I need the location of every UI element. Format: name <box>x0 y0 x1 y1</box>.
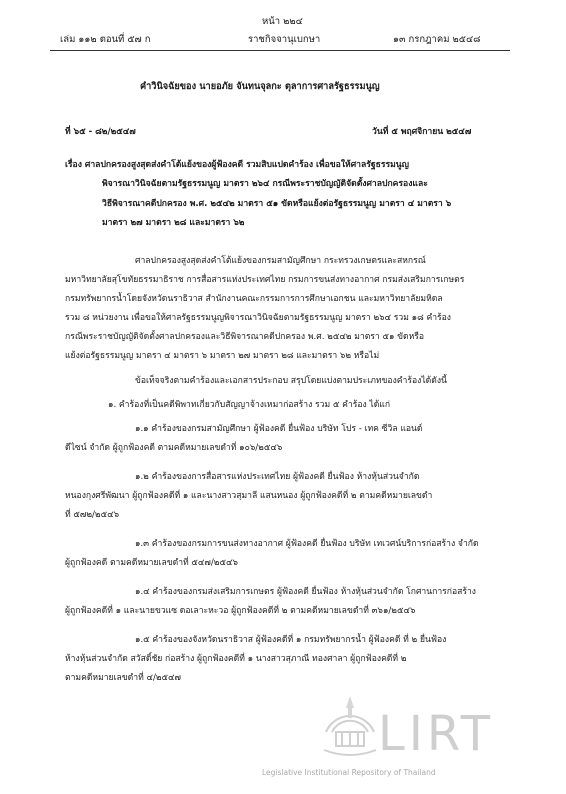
gazette-name: ราชกิจจานุเบกษา <box>248 34 321 45</box>
parliament-emblem-icon <box>318 688 382 758</box>
body-line: ๑.๕ คำร้องของจังหวัดนราธิวาส ผู้ฟ้องคดีที่ ๑ กรมทรัพยากรน้ำ ผู้ฟ้องคดี ที่ ๒ ยื่นฟ้อง <box>135 635 447 645</box>
body-line: ดีไซน์ จำกัด ผู้ถูกฟ้องคดี ตามคดีหมายเลขดำที่ ๑๐๖/๒๕๔๖ <box>65 443 283 453</box>
subject-line: พิจารณาวินิจฉัยตามรัฐธรรมนูญ มาตรา ๒๖๔ กรณีพระราชบัญญัติจัดตั้งศาลปกครองและ <box>102 179 428 189</box>
body-line: ๑.๒ คำร้องของการสื่อสารแห่งประเทศไทย ผู้ฟ้องคดี ยื่นฟ้อง ห้างหุ้นส่วนจำกัด <box>135 472 420 482</box>
body-line: ๑. คำร้องที่เป็นคดีพิพาทเกี่ยวกับสัญญาจ้างเหมาก่อสร้าง รวม ๕ คำร้อง ได้แก่ <box>108 400 391 410</box>
body-line: กรณีพระราชบัญญัติจัดตั้งศาลปกครองและวิธีพิจารณาคดีปกครอง พ.ศ. ๒๕๔๒ มาตรา ๕๑ ขัดหรือ <box>65 332 425 342</box>
doc-number: ที่ ๖๕ - ๘๒/๒๕๔๗ <box>65 127 136 137</box>
body-line: ผู้ถูกฟ้องคดีที่ ๑ และนายขวแซ ดอเลาะหะวอ ผู้ถูกฟ้องคดีที่ ๒ ตามคดีหมายเลขดำที่ ๓๖๑/๒๕๔๖ <box>65 606 416 616</box>
body-line: มหาวิทยาลัยสุโขทัยธรรมาธิราช การสื่อสารแห่งประเทศไทย กรมการขนส่งทางอากาศ กรมส่งเสริมการเกษตร <box>65 275 465 285</box>
doc-heading: คำวินิจฉัยของ นายอภัย จันทนจุลกะ ตุลาการศาลรัฐธรรมนูญ <box>140 81 380 92</box>
body-line: ที่ ๕๗๒/๒๕๔๖ <box>65 510 120 520</box>
volume-issue: เล่ม ๑๑๒ ตอนที่ ๕๗ ก <box>60 34 151 45</box>
subject-line: วิธีพิจารณาคดีปกครอง พ.ศ. ๒๕๔๒ มาตรา ๕๑ ขัดหรือแย้งต่อรัฐธรรมนูญ มาตรา ๔ มาตรา ๖ <box>102 199 452 209</box>
lirt-logo: LIRT <box>378 706 495 762</box>
body-line: หนองกุงศรีพัฒนา ผู้ถูกฟ้องคดีที่ ๑ และนางสาวสุมาลี แสนหนอง ผู้ถูกฟ้องคดีที่ ๒ ตามคดีหมายเลขดำ <box>65 491 433 501</box>
body-line: รวม ๘ หน่วยงาน เพื่อขอให้ศาลรัฐธรรมนูญพิจารณาวินิจฉัยตามรัฐธรรมนูญ มาตรา ๒๖๔ รวม ๑๘ คำร้อง <box>65 313 451 323</box>
body-line: ศาลปกครองสูงสุดส่งคำโต้แย้งของกรมสามัญศึกษา กระทรวงเกษตรและสหกรณ์ <box>135 256 426 266</box>
body-line: แย้งต่อรัฐธรรมนูญ มาตรา ๔ มาตรา ๖ มาตรา ๒๗ มาตรา ๒๘ และมาตรา ๖๒ หรือไม่ <box>65 351 380 361</box>
body-line: ตามคดีหมายเลขดำที่ ๔/๒๕๔๗ <box>65 673 182 683</box>
subject-line: เรื่อง ศาลปกครองสูงสุดส่งคำโต้แย้งของผู้ฟ้องคดี รวมสิบแปดคำร้อง เพื่อขอให้ศาลรัฐธรรมนูญ <box>65 160 409 170</box>
header-rule <box>50 50 510 51</box>
body-line: ห้างหุ้นส่วนจำกัด สวัสดิ์ชัย ก่อสร้าง ผู้ถูกฟ้องคดีที่ ๑ นางสาวสุภาณี ทองศาลา ผู้ถูกฟ้องคดีที่ ๒ <box>65 654 407 664</box>
body-line: ๑.๑ คำร้องของกรมสามัญศึกษา ผู้ฟ้องคดี ยื่นฟ้อง บริษัท โปร - เทค ซีวิล แอนด์ <box>135 424 423 434</box>
doc-date: วันที่ ๕ พฤศจิกายน ๒๕๔๗ <box>372 127 472 137</box>
body-line: ผู้ถูกฟ้องคดี ตามคดีหมายเลขดำที่ ๕๔๗/๒๕๔๖ <box>65 558 238 568</box>
body-line: ๑.๓ คำร้องของกรมการขนส่งทางอากาศ ผู้ฟ้องคดี ยื่นฟ้อง บริษัท เทเวศน์บริการก่อสร้าง จำกัด <box>135 539 479 549</box>
repository-caption: Legislative Institutional Repository of Thailand <box>262 768 436 777</box>
body-line: ข้อเท็จจริงตามคำร้องและเอกสารประกอบ สรุปโดยแบ่งตามประเภทของคำร้องได้ดังนี้ <box>135 376 447 386</box>
page-number: หน้า ๒๒๔ <box>262 16 303 27</box>
body-line: กรมทรัพยากรน้ำโดยจังหวัดนราธิวาส สำนักงานคณะกรรมการการศึกษาเอกชน และมหาวิทยาลัยมหิดล <box>65 294 443 304</box>
subject-line: มาตรา ๒๗ มาตรา ๒๘ และมาตรา ๖๒ <box>102 218 245 228</box>
gazette-date: ๑๓ กรกฎาคม ๒๕๔๘ <box>393 34 481 45</box>
body-line: ๑.๔ คำร้องของกรมส่งเสริมการเกษตร ผู้ฟ้องคดี ยื่นฟ้อง ห้างหุ้นส่วนจำกัด โกศานการก่อสร้าง <box>135 587 477 597</box>
